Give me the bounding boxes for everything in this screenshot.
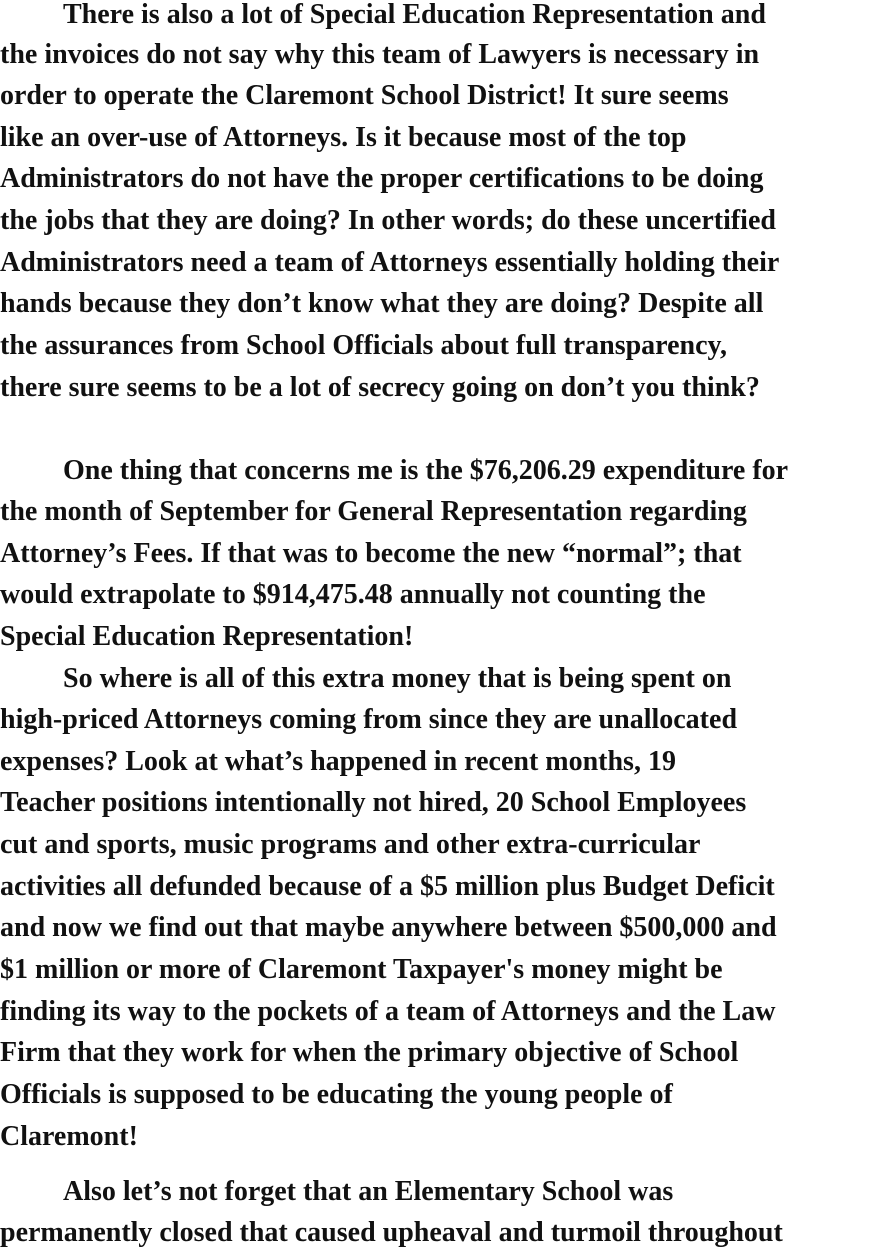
- text-line: would extrapolate to $914,475.48 annually not counting the: [0, 579, 706, 610]
- text-line: permanently closed that caused upheaval and turmoil throughout: [0, 1217, 783, 1248]
- text-line: the month of September for General Representation regarding: [0, 496, 747, 527]
- text-line: One thing that concerns me is the $76,206.29 expenditure for: [63, 455, 789, 486]
- text-line: Firm that they work for when the primary objective of School: [0, 1037, 739, 1068]
- text-line: like an over-use of Attorneys. Is it because most of the top: [0, 122, 687, 153]
- text-line: Claremont!: [0, 1121, 138, 1152]
- text-line: So where is all of this extra money that is being spent on: [63, 663, 732, 694]
- text-line: Administrators need a team of Attorneys essentially holding their: [0, 247, 780, 278]
- text-line: expenses? Look at what’s happened in recent months, 19: [0, 746, 676, 777]
- text-line: Officials is supposed to be educating the young people of: [0, 1079, 673, 1110]
- text-line: $1 million or more of Claremont Taxpayer's money might be: [0, 954, 723, 985]
- text-line: Attorney’s Fees. If that was to become the new “normal”; that: [0, 538, 742, 569]
- text-line: finding its way to the pockets of a team of Attorneys and the Law: [0, 996, 776, 1027]
- text-line: the assurances from School Officials about full transparency,: [0, 330, 727, 361]
- text-line: the jobs that they are doing? In other words; do these uncertified: [0, 205, 776, 236]
- text-line: the invoices do not say why this team of Lawyers is necessary in: [0, 39, 760, 70]
- text-line: and now we find out that maybe anywhere between $500,000 and: [0, 912, 777, 943]
- text-line: Teacher positions intentionally not hired, 20 School Employees: [0, 787, 747, 818]
- text-line: cut and sports, music programs and other extra-curricular: [0, 829, 701, 860]
- text-line: Also let’s not forget that an Elementary School was: [63, 1176, 674, 1207]
- text-line: order to operate the Claremont School District! It sure seems: [0, 80, 729, 111]
- text-line: Administrators do not have the proper certifications to be doing: [0, 163, 764, 194]
- text-line: high-priced Attorneys coming from since they are unallocated: [0, 704, 738, 735]
- text-line: there sure seems to be a lot of secrecy going on don’t you think?: [0, 372, 760, 403]
- text-line: There is also a lot of Special Education Representation and: [63, 0, 766, 30]
- text-line: Special Education Representation!: [0, 621, 414, 652]
- text-line: hands because they don’t know what they are doing? Despite all: [0, 288, 764, 319]
- text-line: activities all defunded because of a $5 million plus Budget Deficit: [0, 871, 775, 902]
